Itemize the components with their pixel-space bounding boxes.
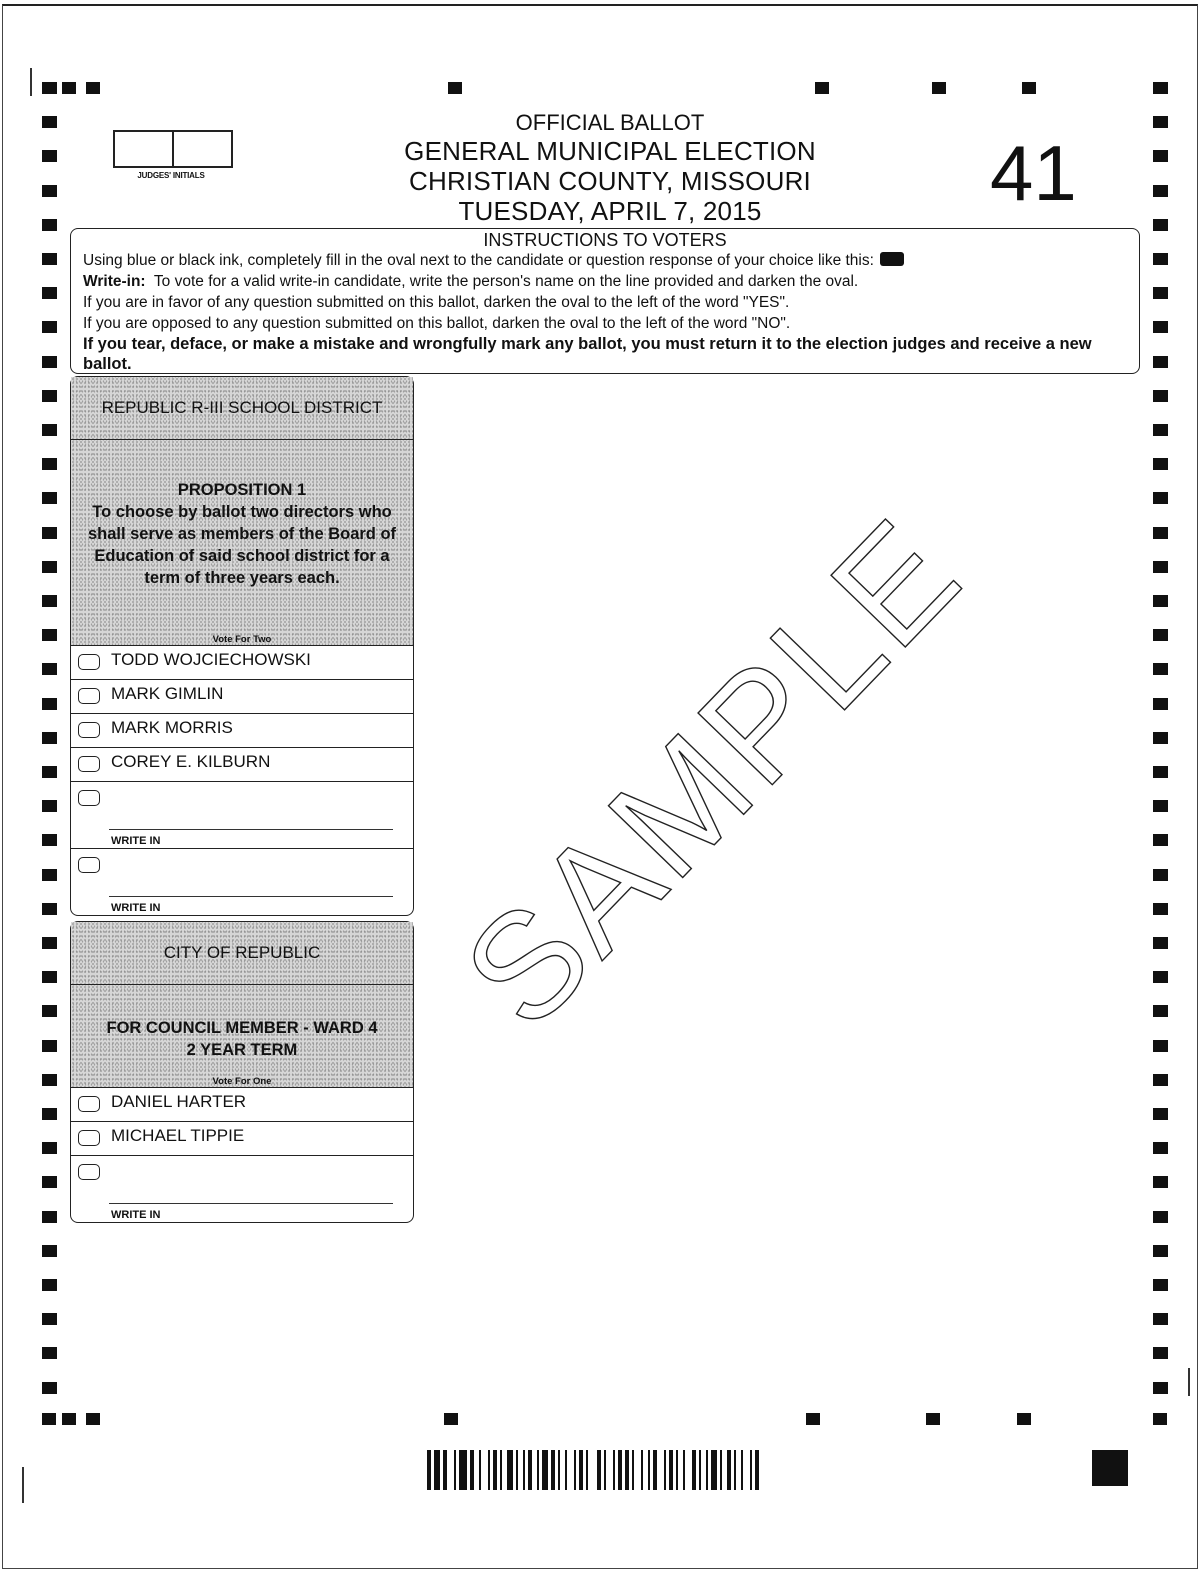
- office-title: [71, 1017, 413, 1061]
- timing-mark: [42, 1245, 57, 1257]
- timing-mark: [1022, 82, 1036, 94]
- timing-mark: [1153, 732, 1168, 744]
- timing-mark: [1153, 390, 1168, 402]
- barcode-bar: [443, 1450, 447, 1490]
- judges-box-divider: [172, 132, 174, 166]
- office-title-line2: 2 YEAR TERM: [186, 1041, 298, 1059]
- timing-mark: [1153, 356, 1168, 368]
- timing-mark: [42, 116, 57, 128]
- candidate-row[interactable]: [71, 1122, 413, 1156]
- instructions-line-yes: If you are in favor of any question submitted on this ballot, darken the oval to the left of the word "YES".: [83, 294, 790, 311]
- barcode-bar: [734, 1450, 736, 1490]
- timing-mark: [806, 1413, 820, 1425]
- timing-mark: [1153, 1211, 1168, 1223]
- barcode-bar: [488, 1450, 490, 1490]
- judges-initials-label: JUDGES' INITIALS: [137, 171, 205, 180]
- barcode-bar: [653, 1450, 657, 1490]
- timing-mark: [42, 903, 57, 915]
- barcode-bar: [551, 1450, 555, 1490]
- instructions-box: [70, 228, 1140, 374]
- barcode-bar: [613, 1450, 615, 1490]
- vote-oval[interactable]: [78, 1096, 100, 1112]
- barcode-bar: [669, 1450, 673, 1490]
- timing-mark: [42, 1382, 57, 1394]
- timing-mark: [1153, 869, 1168, 881]
- instructions-line-writein: [83, 271, 1127, 292]
- barcode-bar: [507, 1450, 513, 1490]
- candidate-name: COREY E. KILBURN: [111, 752, 271, 771]
- judges-initials-box[interactable]: [113, 130, 233, 168]
- timing-mark: [444, 1413, 458, 1425]
- instructions-warning: If you tear, deface, or make a mistake and wrongfully mark any ballot, you must return it to the election judges and receive a new ballot.: [83, 335, 1092, 373]
- barcode-bar: [542, 1450, 548, 1490]
- timing-mark: [1153, 766, 1168, 778]
- timing-mark: [42, 1142, 57, 1154]
- candidate-name: MICHAEL TIPPIE: [111, 1126, 245, 1145]
- vote-oval[interactable]: [78, 790, 100, 806]
- barcode-bar: [750, 1450, 752, 1490]
- vote-oval[interactable]: [78, 857, 100, 873]
- timing-mark: [42, 219, 57, 231]
- timing-mark: [1153, 1176, 1168, 1188]
- timing-mark: [1153, 800, 1168, 812]
- barcode-bar: [741, 1450, 743, 1490]
- timing-mark: [42, 1074, 57, 1086]
- header-official-ballot: OFFICIAL BALLOT: [515, 110, 705, 135]
- timing-mark: [1017, 1413, 1031, 1425]
- timing-mark: [1153, 1040, 1168, 1052]
- header-date: TUESDAY, APRIL 7, 2015: [458, 196, 762, 226]
- timing-mark: [42, 732, 57, 744]
- barcode-bar: [558, 1450, 560, 1490]
- timing-mark: [62, 82, 76, 94]
- timing-mark: [1153, 1245, 1168, 1257]
- timing-mark: [1153, 527, 1168, 539]
- write-in-row[interactable]: [71, 1156, 413, 1222]
- barcode-bar: [479, 1450, 481, 1490]
- instructions-title: INSTRUCTIONS TO VOTERS: [483, 230, 727, 250]
- barcode-bar: [692, 1450, 696, 1490]
- timing-mark: [42, 663, 57, 675]
- timing-mark: [42, 1040, 57, 1052]
- timing-mark: [1153, 834, 1168, 846]
- timing-mark: [42, 492, 57, 504]
- timing-mark: [1153, 185, 1168, 197]
- candidate-row[interactable]: [71, 1088, 413, 1122]
- timing-mark: [42, 253, 57, 265]
- timing-mark: [42, 766, 57, 778]
- office-header: [71, 985, 413, 1088]
- barcode-bar: [711, 1450, 717, 1490]
- timing-mark: [42, 321, 57, 333]
- edge-tick-mark: [1188, 1368, 1190, 1396]
- vote-oval[interactable]: [78, 1164, 100, 1180]
- timing-mark: [1153, 971, 1168, 983]
- timing-mark: [42, 1279, 57, 1291]
- barcode-bar: [720, 1450, 722, 1490]
- writein-label: Write-in:: [83, 273, 146, 290]
- barcode-bar: [755, 1450, 759, 1490]
- timing-mark: [1153, 287, 1168, 299]
- timing-mark: [42, 527, 57, 539]
- timing-mark: [42, 834, 57, 846]
- timing-mark: [1153, 937, 1168, 949]
- timing-mark: [42, 1413, 56, 1425]
- instructions-line-fill: [83, 250, 1127, 271]
- barcode-bar: [648, 1450, 650, 1490]
- timing-mark: [42, 287, 57, 299]
- instructions-line-no: If you are opposed to any question submitted on this ballot, darken the oval to the left of the word "NO".: [83, 315, 791, 332]
- candidate-name: MARK GIMLIN: [111, 684, 224, 703]
- timing-mark: [86, 1413, 100, 1425]
- vote-oval[interactable]: [78, 756, 100, 772]
- barcode-bar: [537, 1450, 539, 1490]
- timing-mark: [86, 82, 100, 94]
- barcode-bar: [586, 1450, 588, 1490]
- ballot-header: [300, 110, 920, 226]
- timing-mark: [1153, 1005, 1168, 1017]
- barcode-bar: [625, 1450, 629, 1490]
- timing-mark: [448, 82, 462, 94]
- timing-mark: [62, 1413, 76, 1425]
- writein-text: To vote for a valid write-in candidate, write the person's name on the line provided and darken the oval.: [153, 273, 859, 290]
- candidate-name: DANIEL HARTER: [111, 1092, 247, 1111]
- sample-watermark-text: SAMPLE: [431, 486, 993, 1059]
- barcode-bar: [727, 1450, 731, 1490]
- barcode-bar: [454, 1450, 456, 1490]
- header-election-name: GENERAL MUNICIPAL ELECTION: [404, 136, 816, 166]
- timing-mark: [1153, 82, 1168, 94]
- instructions-fill-text: Using blue or black ink, completely fill in the oval next to the candidate or question response of your choice like this:: [83, 252, 874, 269]
- header-county: CHRISTIAN COUNTY, MISSOURI: [409, 166, 811, 196]
- corner-registration-square: [1092, 1450, 1128, 1486]
- write-in-line[interactable]: [109, 1203, 393, 1204]
- timing-mark: [1153, 253, 1168, 265]
- barcode-bar: [706, 1450, 708, 1490]
- office-title-line1: FOR COUNCIL MEMBER - WARD 4: [106, 1019, 378, 1037]
- timing-mark: [42, 937, 57, 949]
- timing-mark: [42, 1108, 57, 1120]
- timing-mark: [42, 390, 57, 402]
- timing-mark: [42, 1313, 57, 1325]
- jurisdiction-title: CITY OF REPUBLIC: [71, 922, 413, 985]
- vote-oval[interactable]: [78, 1130, 100, 1146]
- barcode-bar: [604, 1450, 606, 1490]
- barcode-bar: [470, 1450, 474, 1490]
- timing-mark: [1153, 116, 1168, 128]
- timing-mark: [1153, 629, 1168, 641]
- barcode-bar: [528, 1450, 532, 1490]
- edge-tick-mark: [22, 1467, 24, 1503]
- timing-mark: [42, 82, 57, 94]
- barcode-bar: [500, 1450, 502, 1490]
- filled-oval-example-icon: [880, 252, 904, 266]
- barcode-bar: [579, 1450, 583, 1490]
- timing-mark: [42, 1347, 57, 1359]
- timing-mark: [926, 1413, 940, 1425]
- barcode: [427, 1450, 927, 1490]
- barcode-bar: [683, 1450, 685, 1490]
- barcode-bar: [597, 1450, 601, 1490]
- barcode-bar: [641, 1450, 643, 1490]
- barcode-bar: [632, 1450, 634, 1490]
- timing-mark: [1153, 1279, 1168, 1291]
- district-title: REPUBLIC R-III SCHOOL DISTRICT: [71, 377, 413, 440]
- timing-mark: [815, 82, 829, 94]
- timing-mark: [1153, 219, 1168, 231]
- vote-oval[interactable]: [78, 688, 100, 704]
- candidate-name: TODD WOJCIECHOWSKI: [111, 650, 311, 669]
- proposition-title: PROPOSITION 1: [177, 481, 307, 499]
- timing-mark: [42, 800, 57, 812]
- timing-mark: [1153, 321, 1168, 333]
- barcode-bar: [516, 1450, 518, 1490]
- timing-mark: [42, 595, 57, 607]
- barcode-bar: [493, 1450, 497, 1490]
- timing-mark: [42, 1005, 57, 1017]
- vote-for-label: Vote For Two: [212, 634, 272, 645]
- barcode-bar: [574, 1450, 576, 1490]
- timing-mark: [42, 1211, 57, 1223]
- timing-mark: [1153, 1413, 1167, 1425]
- barcode-bar: [434, 1450, 440, 1490]
- barcode-bar: [427, 1450, 431, 1490]
- timing-mark: [42, 629, 57, 641]
- candidate-name: MARK MORRIS: [111, 718, 233, 737]
- timing-mark: [1153, 698, 1168, 710]
- timing-mark: [1153, 1108, 1168, 1120]
- timing-mark: [1153, 458, 1168, 470]
- timing-mark: [1153, 1347, 1168, 1359]
- edge-tick-mark: [30, 68, 32, 96]
- timing-mark: [42, 356, 57, 368]
- timing-mark: [1153, 1382, 1168, 1394]
- barcode-bar: [676, 1450, 678, 1490]
- timing-mark: [1153, 492, 1168, 504]
- barcode-bar: [565, 1450, 567, 1490]
- timing-mark: [42, 698, 57, 710]
- vote-for-label: Vote For One: [212, 1076, 272, 1087]
- barcode-bar: [618, 1450, 622, 1490]
- timing-mark: [42, 150, 57, 162]
- timing-mark: [1153, 1313, 1168, 1325]
- timing-mark: [1153, 1142, 1168, 1154]
- timing-mark: [1153, 663, 1168, 675]
- timing-mark: [932, 82, 946, 94]
- timing-mark: [42, 424, 57, 436]
- barcode-bar: [699, 1450, 701, 1490]
- timing-mark: [42, 185, 57, 197]
- timing-mark: [1153, 595, 1168, 607]
- barcode-bar: [523, 1450, 525, 1490]
- timing-mark: [1153, 561, 1168, 573]
- timing-mark: [42, 458, 57, 470]
- barcode-bar: [459, 1450, 467, 1490]
- write-in-label: WRITE IN: [111, 1209, 161, 1221]
- timing-mark: [42, 869, 57, 881]
- proposition-description: To choose by ballot two directors who shall serve as members of the Board of Education of said school district for a term of three years each.: [87, 503, 397, 587]
- timing-mark: [1153, 150, 1168, 162]
- write-in-label: WRITE IN: [111, 902, 161, 914]
- timing-mark: [1153, 424, 1168, 436]
- timing-mark: [42, 971, 57, 983]
- write-in-label: WRITE IN: [111, 835, 161, 847]
- timing-mark: [1153, 903, 1168, 915]
- timing-mark: [42, 561, 57, 573]
- timing-mark: [42, 1176, 57, 1188]
- ballot-style-number: 41: [990, 129, 1077, 217]
- vote-oval[interactable]: [78, 722, 100, 738]
- timing-mark: [1153, 1074, 1168, 1086]
- vote-oval[interactable]: [78, 654, 100, 670]
- sample-watermark: [330, 486, 993, 1059]
- barcode-bar: [664, 1450, 666, 1490]
